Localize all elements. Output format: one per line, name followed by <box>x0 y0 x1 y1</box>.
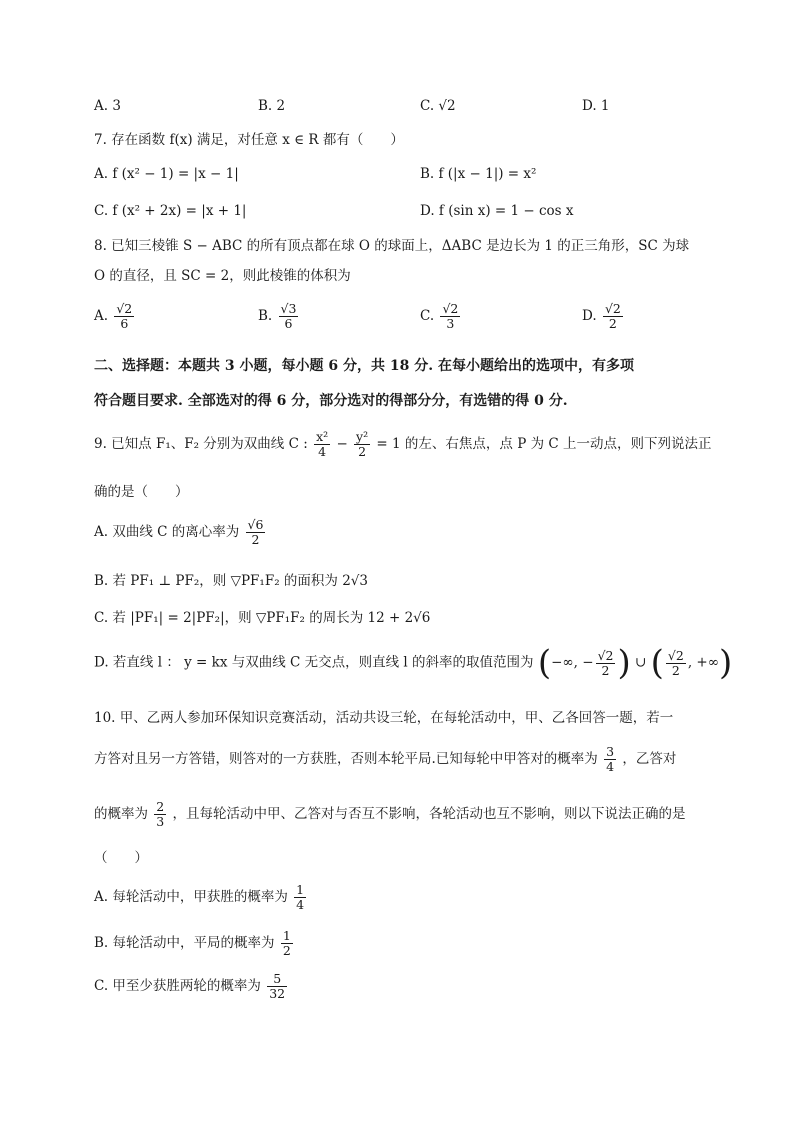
q10-prob-jia-numerator: 3 <box>606 744 615 759</box>
q8-stem-line1: 8. 已知三棱锥 S − ABC 的所有顶点都在球 O 的球面上，ΔABC 是边长为 1 的正三角形，SC 为球 <box>94 238 690 254</box>
q10-option-c-text: C. 甲至少获胜两轮的概率为 <box>94 977 261 994</box>
q8-option-d-fraction <box>603 302 623 331</box>
q9-option-b: B. 若 PF₁ ⊥ PF₂，则 ▽PF₁F₂ 的面积为 2√3 <box>94 573 368 589</box>
q9-option-d-interval2-fraction <box>666 649 686 678</box>
q9-stem-prefix: 9. 已知点 F₁、F₂ 分别为双曲线 C : <box>94 435 308 452</box>
q10-option-c-numerator: 5 <box>267 972 287 987</box>
section-2-heading-line2: 符合题目要求. 全部选对的得 6 分，部分选对的得部分分，有选错的得 0 分. <box>94 393 568 409</box>
q8-option-b <box>258 302 300 331</box>
q8-option-c-numerator: √2 <box>442 301 459 316</box>
q10-option-b-text: B. 每轮活动中，平局的概率为 <box>94 934 275 951</box>
q9-option-d-interval2-end: , +∞ <box>687 654 719 671</box>
q8-option-b-numerator: √3 <box>280 301 297 316</box>
q9-option-d-text: D. 若直线 l ： y = kx 与双曲线 C 无交点，则直线 l 的斜率的取值范围为 <box>94 654 534 671</box>
q9-stem-line2: 确的是（ ） <box>94 484 189 500</box>
q9-option-d-interval2-numerator: √2 <box>667 647 684 663</box>
q8-option-a <box>94 302 136 331</box>
q7-option-a: A. f (x² − 1) = |x − 1| <box>94 166 239 182</box>
q9-stem-suffix: = 1 的左、右焦点，点 P 为 C 上一动点，则下列说法正 <box>376 435 712 452</box>
q10-option-c-fraction <box>267 972 287 1001</box>
q10-stem-line2 <box>94 745 676 774</box>
q9-fraction-y-numerator: y² <box>356 429 369 444</box>
q9-option-a-text: A. 双曲线 C 的离心率为 <box>94 523 240 540</box>
q10-stem-line2-suffix: ，乙答对 <box>622 750 677 767</box>
q10-option-a-numerator: 1 <box>296 882 305 897</box>
q8-option-b-fraction <box>279 302 299 331</box>
section-2-heading-line1: 二、选择题：本题共 3 小题，每小题 6 分，共 18 分. 在每小题给出的选项中，有多项 <box>94 358 634 374</box>
q10-option-b-fraction <box>281 929 293 958</box>
q6-option-a: A. 3 <box>94 98 121 114</box>
q7-option-b: B. f (|x − 1|) = x² <box>420 166 537 182</box>
q10-stem-line3 <box>94 800 686 829</box>
q9-option-a-numerator: √6 <box>247 517 264 532</box>
q9-option-d-interval1-denominator: 2 <box>601 662 610 678</box>
q9-option-d <box>94 643 733 683</box>
q8-option-d-numerator: √2 <box>604 301 621 316</box>
q10-prob-jia-denominator: 4 <box>606 758 615 774</box>
q10-option-a-fraction <box>294 883 306 912</box>
q9-option-d-interval1-start: −∞, − <box>551 654 594 671</box>
q8-option-b-denominator: 6 <box>284 315 293 331</box>
q9-option-d-interval1-numerator: √2 <box>597 647 614 663</box>
q8-option-a-label: A. <box>94 307 109 324</box>
q9-option-d-interval1-fraction <box>596 649 616 678</box>
q10-option-c-denominator: 32 <box>269 985 286 1001</box>
left-paren-icon: ( <box>650 643 664 683</box>
q8-stem-line2: O 的直径，且 SC = 2，则此棱锥的体积为 <box>94 268 351 284</box>
q8-option-a-numerator: √2 <box>116 301 133 316</box>
q10-option-a <box>94 883 308 912</box>
q9-option-a-fraction <box>246 518 266 547</box>
q10-prob-yi-denominator: 3 <box>156 813 165 829</box>
q10-option-b-numerator: 1 <box>282 928 291 943</box>
q8-option-d-label: D. <box>582 307 597 324</box>
q7-stem: 7. 存在函数 f(x) 满足，对任意 x ∈ R 都有（ ） <box>94 132 404 148</box>
q9-minus: − <box>336 435 348 452</box>
q10-option-a-denominator: 4 <box>296 896 305 912</box>
q10-option-b <box>94 929 295 958</box>
q9-fraction-x-denominator: 4 <box>318 443 327 459</box>
q8-option-c <box>420 302 462 331</box>
q10-stem-line2-prefix: 方答对且另一方答错，则答对的一方获胜，否则本轮平局.已知每轮中甲答对的概率为 <box>94 750 598 767</box>
q10-stem-line4: （ ） <box>94 850 148 866</box>
q9-fraction-x <box>314 430 330 459</box>
q10-option-c <box>94 972 289 1001</box>
q9-option-a-denominator: 2 <box>251 531 260 547</box>
q6-option-c: C. √2 <box>420 98 456 114</box>
right-paren-icon: ) <box>718 643 733 683</box>
q10-stem-line3-suffix: ，且每轮活动中甲、乙答对与否互不影响，各轮活动也互不影响，则以下说法正确的是 <box>172 805 686 822</box>
q7-option-d: D. f (sin x) = 1 − cos x <box>420 203 574 219</box>
q7-option-c: C. f (x² + 2x) = |x + 1| <box>94 203 247 219</box>
q8-option-d <box>582 302 625 331</box>
q9-fraction-x-numerator: x² <box>316 429 329 444</box>
q9-option-c: C. 若 |PF₁| = 2|PF₂|，则 ▽PF₁F₂ 的周长为 12 + 2√6 <box>94 610 431 626</box>
left-paren-icon: ( <box>537 643 552 683</box>
q8-option-a-fraction <box>114 302 134 331</box>
q10-option-b-denominator: 2 <box>282 942 291 958</box>
q9-fraction-y-denominator: 2 <box>358 443 367 459</box>
q10-stem-line3-prefix: 的概率为 <box>94 805 148 822</box>
q10-option-a-text: A. 每轮活动中，甲获胜的概率为 <box>94 888 288 905</box>
q6-option-b: B. 2 <box>258 98 286 114</box>
q9-stem-line1 <box>94 430 711 459</box>
q8-option-c-label: C. <box>420 307 435 324</box>
right-paren-icon: ) <box>617 643 631 683</box>
q8-option-d-denominator: 2 <box>608 315 617 331</box>
q6-option-d: D. 1 <box>582 98 610 114</box>
q9-option-a <box>94 518 267 547</box>
q8-option-c-fraction <box>440 302 460 331</box>
q10-prob-yi-fraction <box>154 800 166 829</box>
q9-option-d-union: ∪ <box>635 654 647 671</box>
q9-fraction-y <box>354 430 370 459</box>
q10-stem-line1: 10. 甲、乙两人参加环保知识竞赛活动，活动共设三轮，在每轮活动中，甲、乙各回答一题，若一 <box>94 710 674 726</box>
q10-prob-jia-fraction <box>604 745 616 774</box>
q8-option-c-denominator: 3 <box>446 315 455 331</box>
q9-option-d-interval2-denominator: 2 <box>671 662 680 678</box>
q10-prob-yi-numerator: 2 <box>156 799 165 814</box>
q8-option-b-label: B. <box>258 307 273 324</box>
q8-option-a-denominator: 6 <box>120 315 129 331</box>
